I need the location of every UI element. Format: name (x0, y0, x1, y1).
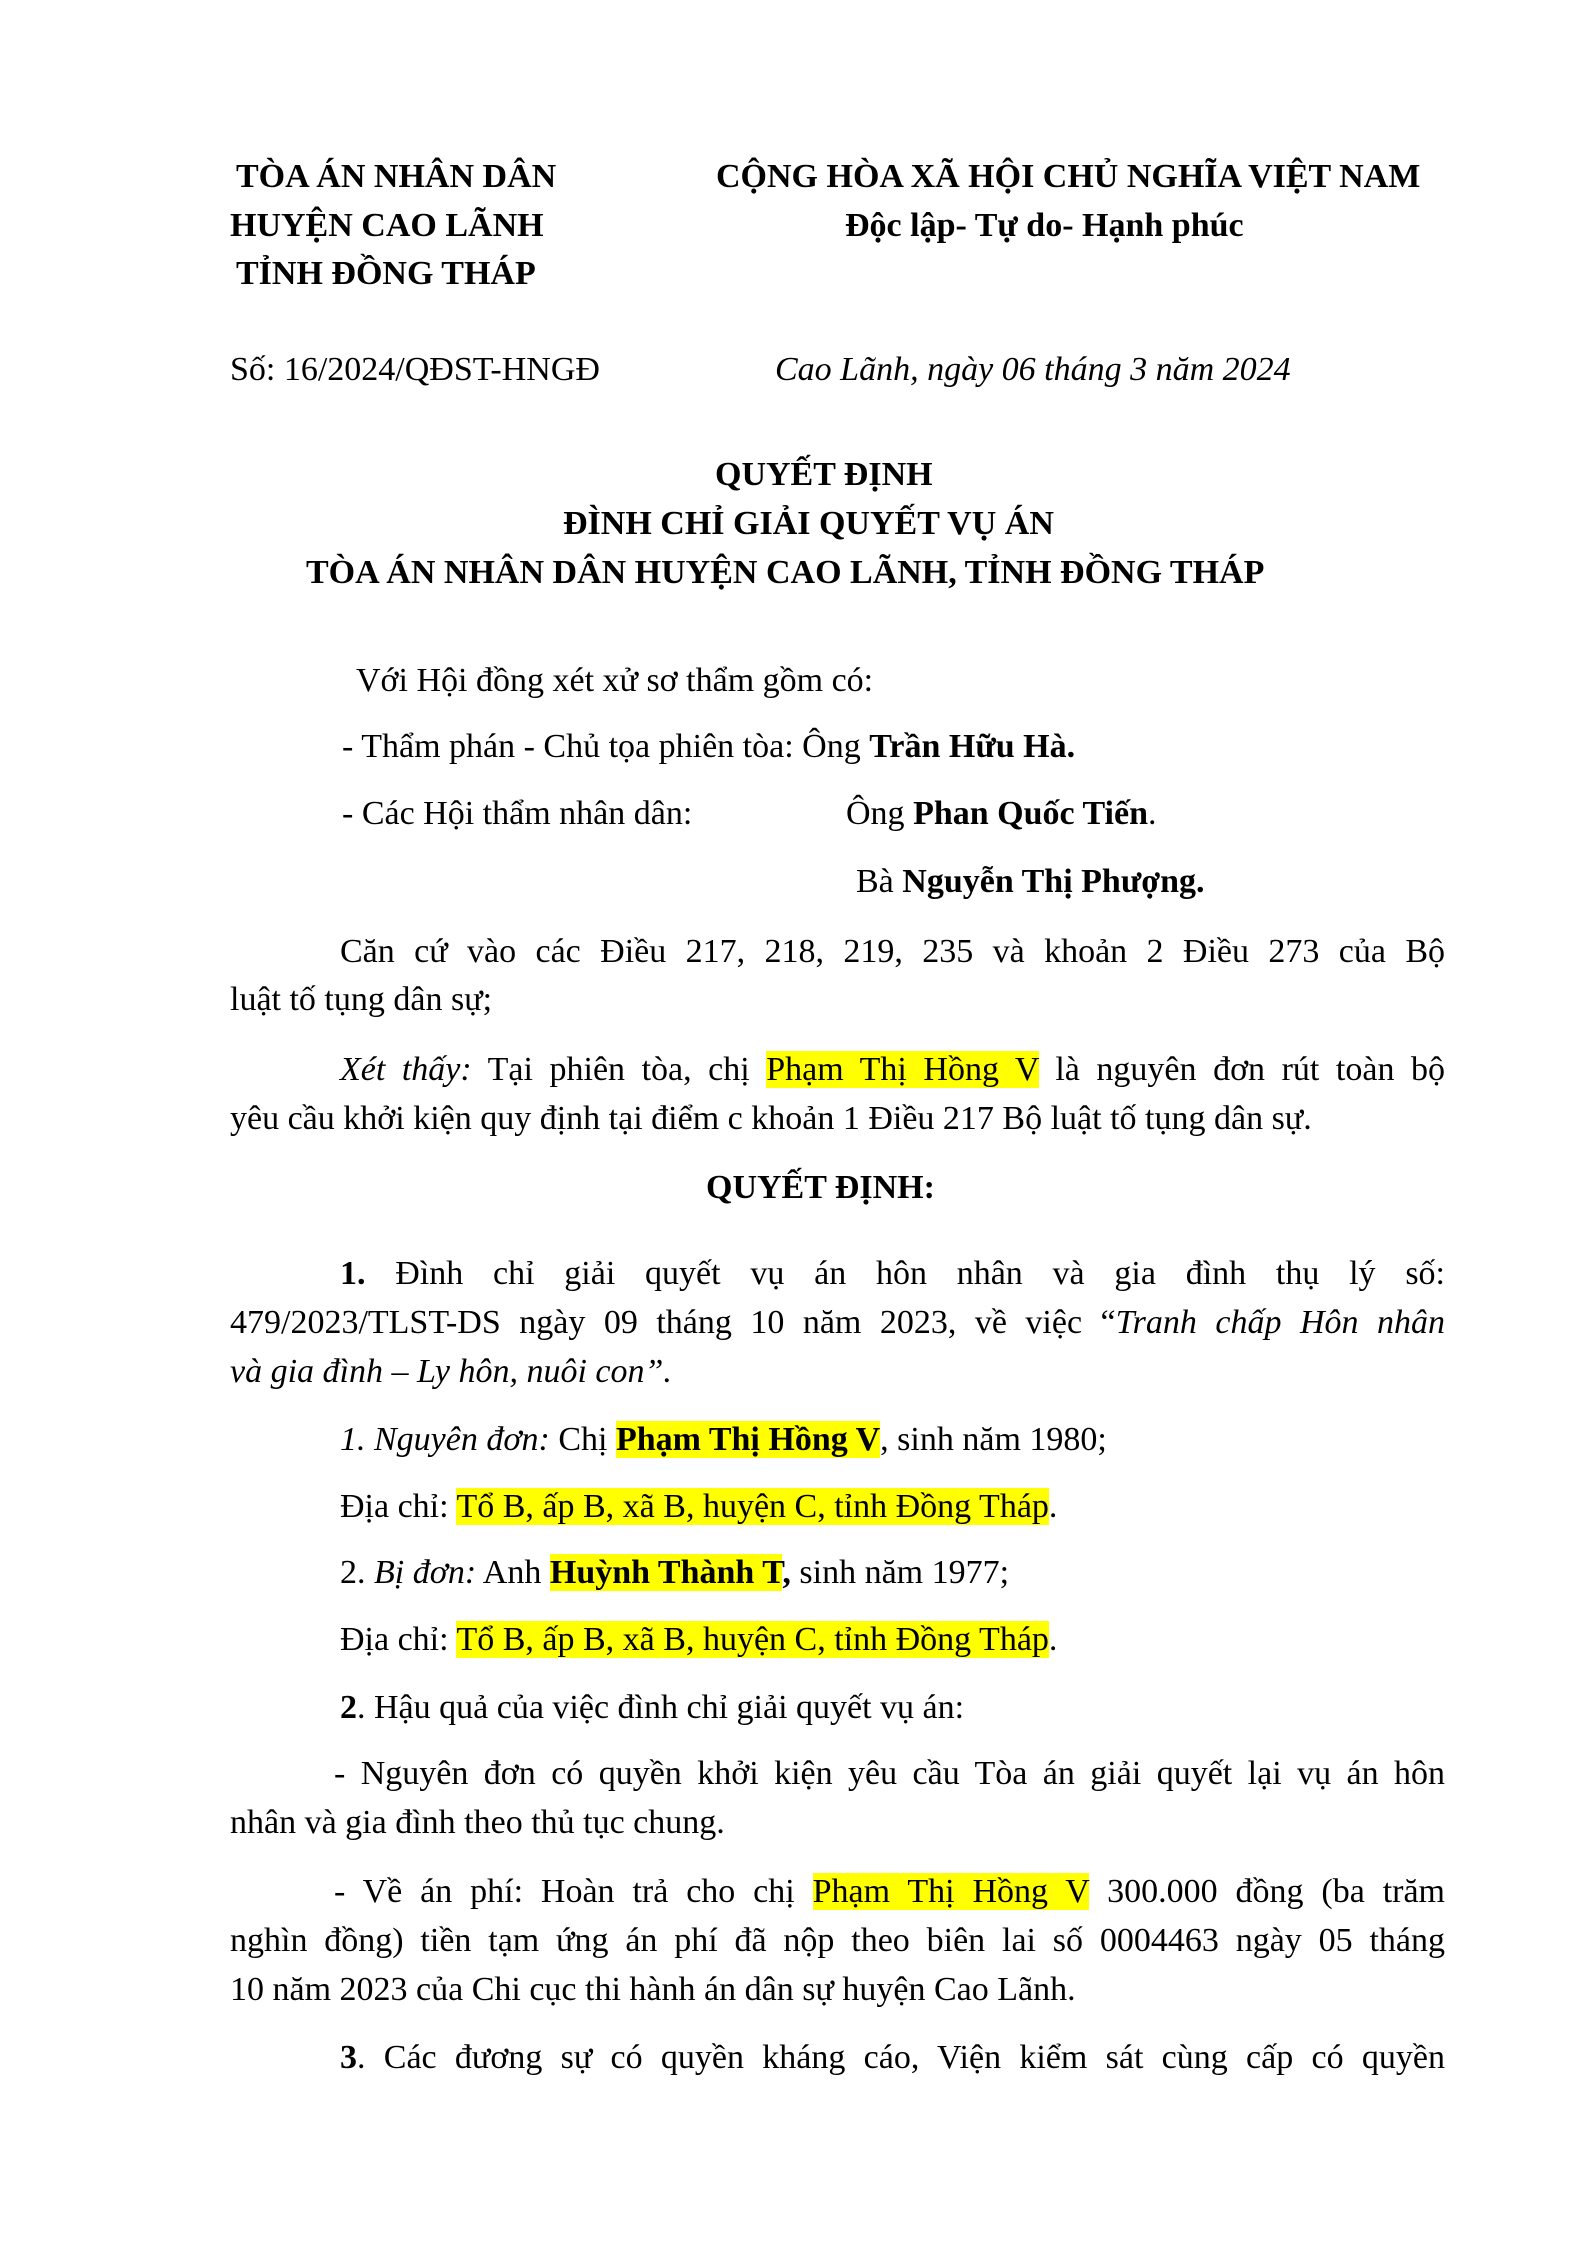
item1-text: Đình chỉ giải quyết vụ án hôn nhân và gia đình thụ lý số: (365, 1255, 1445, 1292)
defendant-address-line (340, 1620, 1057, 1659)
item3-number: 3 (340, 2039, 357, 2076)
plaintiff-address-label: Địa chỉ: (340, 1488, 457, 1525)
plaintiff-title: Chị (549, 1421, 616, 1458)
plaintiff-label: 1. Nguyên đơn: (340, 1421, 550, 1458)
title-line2: ĐÌNH CHỈ GIẢI QUYẾT VỤ ÁN (563, 505, 1054, 542)
fee-text1: - Về án phí: Hoàn trả cho chị (334, 1873, 813, 1910)
defendant-address-label: Địa chỉ: (340, 1621, 457, 1658)
defendant-name: Huỳnh Thành T (549, 1554, 783, 1591)
document-number: Số: 16/2024/QĐST-HNGĐ (230, 351, 600, 388)
item3-line1 (340, 2038, 1445, 2077)
item1-line2-text: 479/2023/TLST-DS ngày 09 tháng 10 năm 2023, về việc “ (230, 1304, 1116, 1341)
fee-text2: 300.000 đồng (ba trăm (1089, 1873, 1446, 1910)
finding-label: Xét thấy: (340, 1051, 472, 1088)
nation-motto: Độc lập- Tự do- Hạnh phúc (845, 207, 1244, 244)
title-line3: TÒA ÁN NHÂN DÂN HUYỆN CAO LÃNH, TỈNH ĐỒNG THÁP (306, 554, 1265, 591)
assessor2-name: Nguyễn Thị Phượng. (902, 863, 1205, 900)
item1-line2 (230, 1303, 1445, 1342)
defendant-line (340, 1553, 1009, 1592)
judge-label: - Thẩm phán - Chủ tọa phiên tòa: Ông (342, 728, 870, 765)
item2-number: 2 (340, 1689, 357, 1726)
item2-consequence1-line2: nhân và gia đình theo thủ tục chung. (230, 1804, 725, 1841)
defendant-num: 2. (340, 1554, 374, 1591)
finding-text1: Tại phiên tòa, chị (471, 1051, 767, 1088)
item1-line2-italic: Tranh chấp Hôn nhân (1115, 1304, 1445, 1341)
place-date: Cao Lãnh, ngày 06 tháng 3 năm 2024 (775, 351, 1291, 388)
basis-line2: luật tố tụng dân sự; (230, 981, 493, 1018)
plaintiff-name: Phạm Thị Hồng V (615, 1421, 881, 1458)
plaintiff-birth: , sinh năm 1980; (880, 1421, 1107, 1458)
item2-consequence2-line3: 10 năm 2023 của Chi cục thi hành án dân sự huyện Cao Lãnh. (230, 1971, 1076, 2008)
assessors-label: - Các Hội thẩm nhân dân: (342, 795, 693, 832)
assessor1-name: Phan Quốc Tiến (913, 795, 1148, 832)
item1-number: 1. (340, 1255, 366, 1292)
court-name-line1: TÒA ÁN NHÂN DÂN (236, 158, 557, 195)
court-name-line2: HUYỆN CAO LÃNH (230, 207, 544, 244)
defendant-address-end: . (1048, 1621, 1058, 1658)
item2-consequence2-line2: nghìn đồng) tiền tạm ứng án phí đã nộp theo biên lai số 0004463 ngày 05 tháng (230, 1922, 1445, 1959)
assessor2-prefix: Bà (856, 863, 903, 900)
finding-line1 (340, 1050, 1445, 1089)
item1-line1 (340, 1254, 1445, 1293)
plaintiff-address: Tổ B, ấp B, xã B, huyện C, tỉnh Đồng Tháp (456, 1488, 1049, 1525)
assessor2-line (856, 862, 1204, 901)
defendant-label: Bị đơn: (374, 1554, 477, 1591)
item2-line (340, 1688, 964, 1727)
item2-consequence2-line1 (334, 1872, 1445, 1911)
defendant-birth: sinh năm 1977; (790, 1554, 1010, 1591)
plaintiff-address-line (340, 1487, 1057, 1526)
assessor1-prefix: Ông (846, 795, 914, 832)
defendant-title: Anh (476, 1554, 550, 1591)
assessor1-suffix: . (1148, 795, 1157, 832)
item1-line3: và gia đình – Ly hôn, nuôi con”. (230, 1353, 672, 1390)
plaintiff-address-end: . (1048, 1488, 1058, 1525)
finding-name: Phạm Thị Hồng V (766, 1051, 1039, 1088)
fee-name: Phạm Thị Hồng V (812, 1873, 1090, 1910)
finding-line2: yêu cầu khởi kiện quy định tại điểm c khoản 1 Điều 217 Bộ luật tố tụng dân sự. (230, 1100, 1312, 1137)
title-line1: QUYẾT ĐỊNH (715, 456, 933, 493)
item3-text: . Các đương sự có quyền kháng cáo, Viện kiểm sát cùng cấp có quyền (357, 2039, 1445, 2076)
defendant-comma: , (782, 1554, 791, 1591)
judge-name: Trần Hữu Hà. (869, 728, 1076, 765)
nation-name: CỘNG HÒA XÃ HỘI CHỦ NGHĨA VIỆT NAM (716, 158, 1421, 195)
assessor1-line (846, 794, 1157, 833)
defendant-address: Tổ B, ấp B, xã B, huyện C, tỉnh Đồng Tháp (456, 1621, 1049, 1658)
panel-intro: Với Hội đồng xét xử sơ thẩm gồm có: (356, 662, 874, 699)
judge-line (342, 727, 1075, 766)
decision-heading: QUYẾT ĐỊNH: (706, 1169, 935, 1206)
plaintiff-line (340, 1420, 1107, 1459)
item2-text: . Hậu quả của việc đình chỉ giải quyết vụ án: (357, 1689, 965, 1726)
court-name-line3: TỈNH ĐỒNG THÁP (236, 255, 536, 292)
basis-line1: Căn cứ vào các Điều 217, 218, 219, 235 và khoản 2 Điều 273 của Bộ (340, 933, 1445, 970)
finding-text2: là nguyên đơn rút toàn bộ (1038, 1051, 1445, 1088)
item2-consequence1-line1: - Nguyên đơn có quyền khởi kiện yêu cầu Tòa án giải quyết lại vụ án hôn (334, 1755, 1445, 1792)
